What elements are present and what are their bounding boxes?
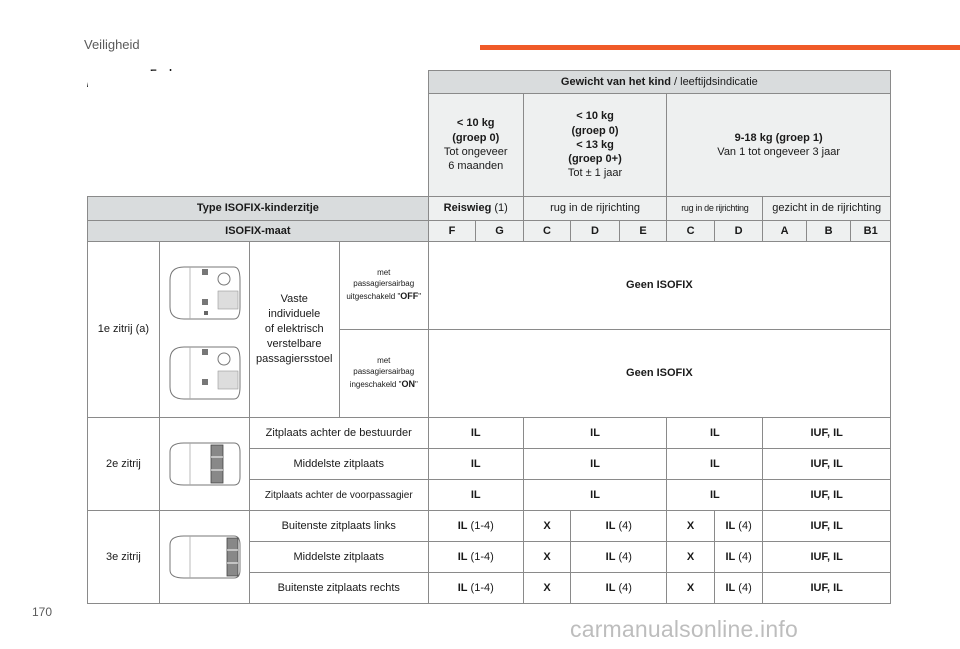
no-isofix-airbag-off: Geen ISOFIX [428,242,890,330]
size-cell: F [428,221,476,242]
front-seat-description: Vaste individuele of elektrisch verstelbare passagiersstoel [249,242,339,418]
value-cell: IL (1-4) [428,511,523,542]
value-cell: IL [667,449,763,480]
group-0: < 10 kg (groep 0) Tot ongeveer 6 maanden [428,94,523,197]
seat-label: Zitplaats achter de bestuurder [249,418,428,449]
value-cell: IL [667,418,763,449]
type-label: Type ISOFIX-kinderzitje [88,197,429,221]
accent-bar [480,45,960,50]
watermark: carmanualsonline.info [570,616,798,642]
size-cell: G [476,221,524,242]
value-cell: IL [523,449,667,480]
size-cell: E [619,221,667,242]
value-cell: IUF, IL [763,480,891,511]
seat-label: Zitplaats achter de voorpassagier [249,480,428,511]
value-cell: IL [523,480,667,511]
value-cell: IL (4) [571,542,667,573]
value-cell: X [667,573,715,604]
value-cell: IL [428,418,523,449]
size-label: ISOFIX-maat [88,221,429,242]
value-cell: IUF, IL [763,418,891,449]
no-isofix-airbag-on: Geen ISOFIX [428,330,890,418]
value-cell: IUF, IL [763,573,891,604]
type-rear-facing-1: rug in de rijrichting [667,197,763,221]
isofix-table [87,70,891,604]
size-cell: B1 [851,221,891,242]
size-cell: C [523,221,571,242]
value-cell: IL (1-4) [428,542,523,573]
airbag-off-cell: met passagiersairbag uitgeschakeld "OFF" [339,242,428,330]
value-cell: IL (4) [714,573,763,604]
value-cell: X [667,511,715,542]
size-cell: A [763,221,806,242]
value-cell: IUF, IL [763,542,891,573]
value-cell: IL [523,418,667,449]
row-label-third: 3e zitrij [88,511,160,604]
group-0plus: < 10 kg (groep 0) < 13 kg (groep 0+) Tot ± 1 jaar [523,94,667,197]
car-top-view-icon [164,439,244,489]
value-cell: IL [428,480,523,511]
page-number: 170 [32,605,53,619]
type-reiswieg: Reiswieg (1) [428,197,523,221]
value-cell: X [523,511,571,542]
car-top-view-icon [164,532,244,582]
size-cell: C [667,221,715,242]
size-cell: D [714,221,763,242]
seat-label: Middelste zitplaats [249,449,428,480]
value-cell: IL (1-4) [428,573,523,604]
type-forward-facing: gezicht in de rijrichting [763,197,891,221]
value-cell: X [523,542,571,573]
value-cell: X [667,542,715,573]
front-seats-diagram [159,242,249,418]
car-top-view-icon [164,245,244,415]
value-cell: IUF, IL [763,449,891,480]
value-cell: IUF, IL [763,511,891,542]
type-rear-facing-0plus: rug in de rijrichting [523,197,667,221]
value-cell: IL [667,480,763,511]
value-cell: IL (4) [571,573,667,604]
seat-label: Buitenste zitplaats rechts [249,573,428,604]
airbag-on-cell: met passagiersairbag ingeschakeld "ON" [339,330,428,418]
value-cell: IL (4) [571,511,667,542]
row-label-front: 1e zitrij (a) [88,242,160,418]
second-row-diagram [159,418,249,511]
seat-label: Middelste zitplaats [249,542,428,573]
row-label-second: 2e zitrij [88,418,160,511]
seat-label: Buitenste zitplaats links [249,511,428,542]
section-title: Veiligheid [84,37,140,52]
value-cell: IL (4) [714,542,763,573]
value-cell: X [523,573,571,604]
group-1: 9-18 kg (groep 1) Van 1 tot ongeveer 3 jaar [667,94,891,197]
size-cell: B [806,221,850,242]
weight-group-header: Gewicht van het kind / leeftijdsindicatie [428,71,890,94]
size-cell: D [571,221,620,242]
third-row-diagram [159,511,249,604]
value-cell: IL [428,449,523,480]
value-cell: IL (4) [714,511,763,542]
